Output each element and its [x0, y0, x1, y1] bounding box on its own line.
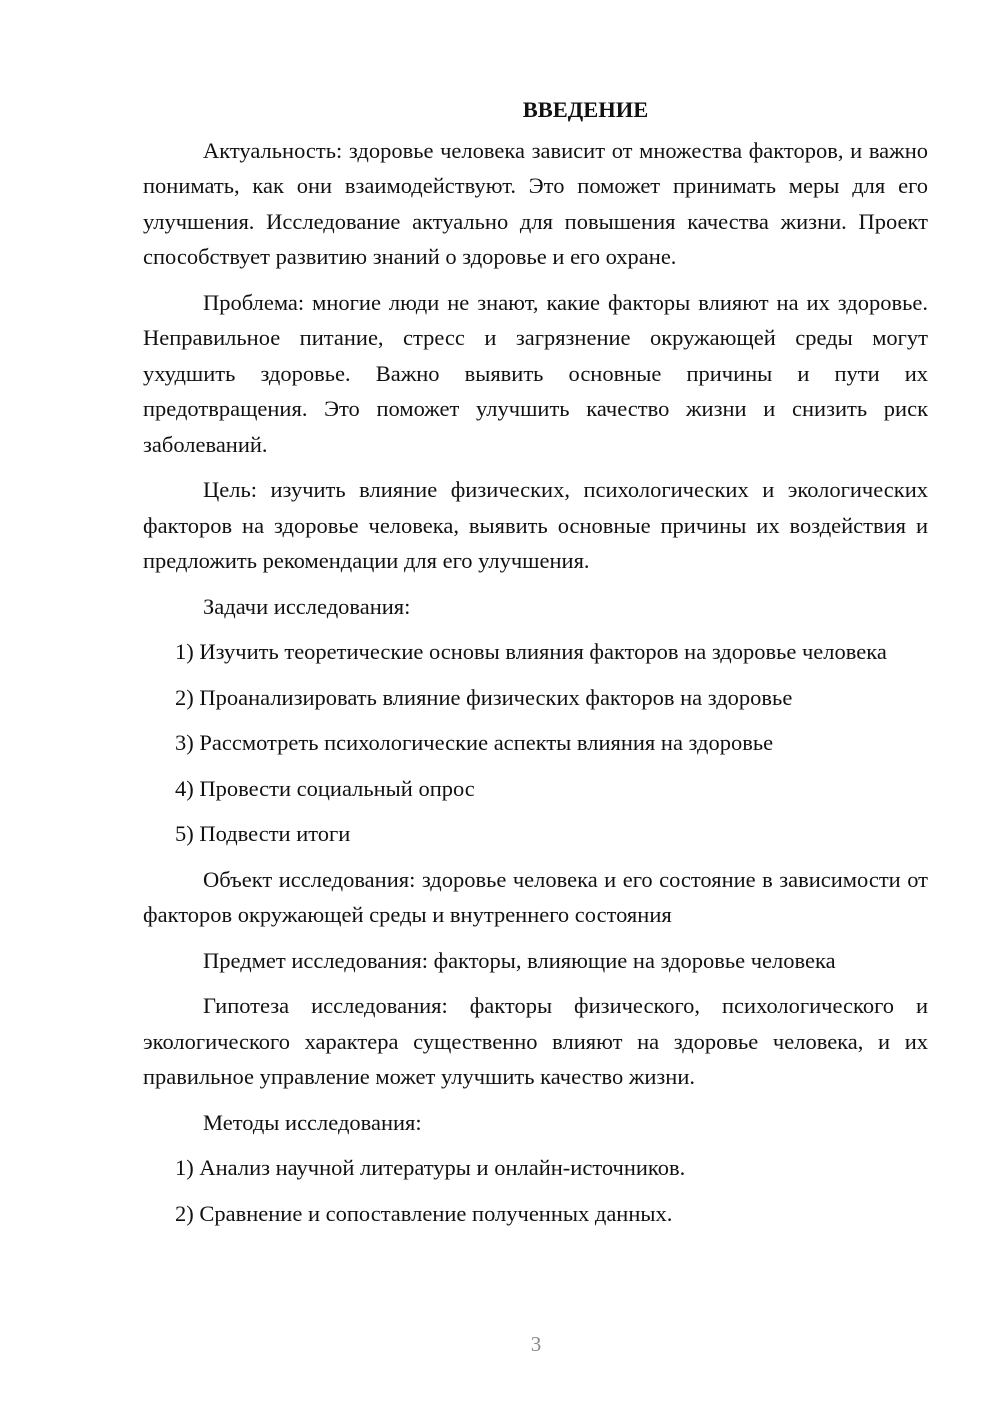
paragraph-subject: Предмет исследования: факторы, влияющие на здоровье человека — [203, 947, 836, 973]
method-item: 1) Анализ научной литературы и онлайн-источников. — [175, 1155, 686, 1180]
paragraph-problem: Проблема: многие люди не знают, какие факторы влияют на их здоровье. Неправильное питание, стресс и загрязнение окружающей среды могут ухудшить здоровье. Важно выявить основные причины и пути их предотвращения. Это поможет улучшить качество жизни и снизить риск заболеваний. — [143, 289, 928, 457]
paragraph-methods-heading: Методы исследования: — [203, 1109, 422, 1135]
document-page — [143, 92, 928, 1241]
task-item: 3) Рассмотреть психологические аспекты влияния на здоровье — [175, 730, 774, 755]
paragraph-hypothesis: Гипотеза исследования: факторы физического, психологического и экологического характера существенно влияют на здоровье человека, и их правильное управление может улучшить качество жизни. — [143, 993, 928, 1089]
page-number: 3 — [530, 1332, 542, 1356]
task-item: 4) Провести социальный опрос — [175, 775, 475, 801]
method-item: 2) Сравнение и сопоставление полученных данных. — [175, 1200, 673, 1226]
task-item: 1) Изучить теоретические основы влияния факторов на здоровье человека — [175, 639, 887, 664]
task-item: 2) Проанализировать влияние физических факторов на здоровье — [175, 684, 793, 710]
page-title: ВВЕДЕНИЕ — [522, 97, 649, 122]
task-item: 5) Подвести итоги — [175, 821, 351, 846]
paragraph-goal: Цель: изучить влияние физических, психологических и экологических факторов на здоровье человека, выявить основные причины их воздействия и предложить рекомендации для его улучшения. — [143, 477, 928, 573]
paragraph-relevance: Актуальность: здоровье человека зависит от множества факторов, и важно понимать, как они взаимодействуют. Это поможет принимать меры для его улучшения. Исследование актуально для повышения качества жизни. Проект способствует развитию знаний о здоровье и его охране. — [143, 137, 928, 269]
paragraph-object: Объект исследования: здоровье человека и его состояние в зависимости от факторов окружающей среды и внутреннего состояния — [143, 866, 928, 927]
paragraph-tasks-heading: Задачи исследования: — [203, 593, 411, 619]
